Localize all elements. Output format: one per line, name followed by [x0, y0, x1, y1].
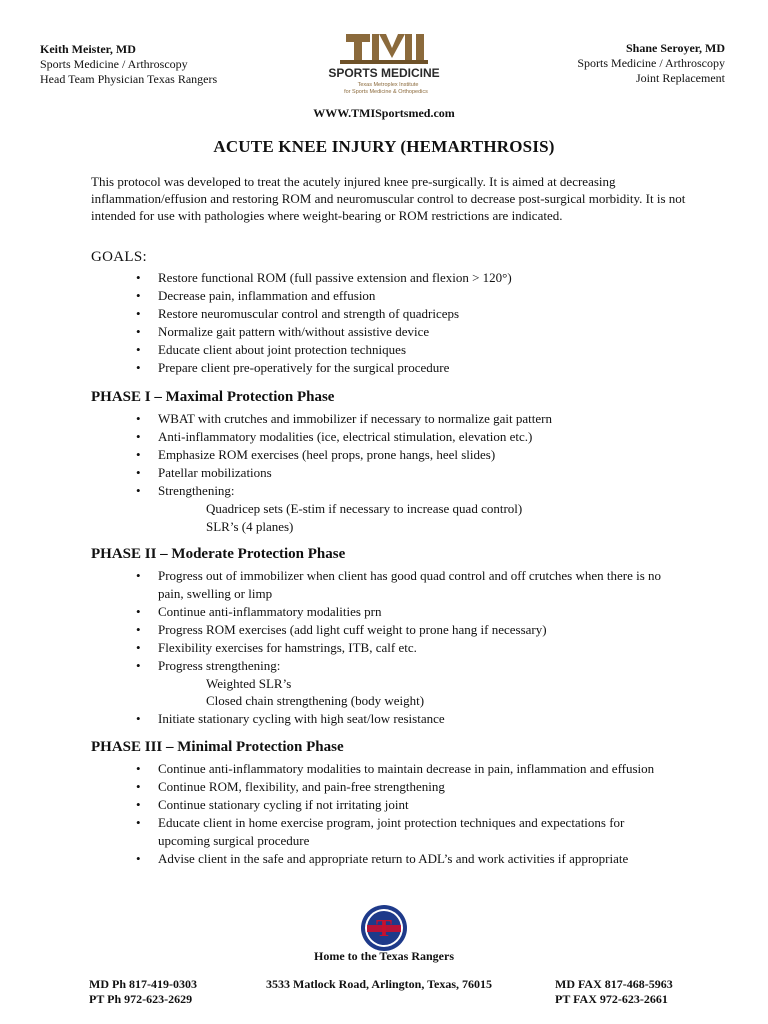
- md-phone: MD Ph 817-419-0303: [89, 977, 197, 991]
- goals-heading: GOALS:: [91, 249, 147, 265]
- list-item: • WBAT with crutches and immobilizer if necessary to normalize gait pattern: [136, 410, 676, 428]
- physician-right-specialty: Sports Medicine / Arthroscopy: [577, 56, 725, 70]
- list-item: • Restore functional ROM (full passive extension and flexion > 120°): [136, 269, 676, 287]
- list-item: • Continue stationary cycling if not irritating joint: [136, 796, 676, 814]
- phase1-list: [136, 410, 676, 535]
- footer-address: 3533 Matlock Road, Arlington, Texas, 76015: [266, 977, 493, 991]
- footer-faxes: [555, 977, 673, 1007]
- physician-right-name: Shane Seroyer, MD: [626, 41, 725, 55]
- list-item: • Continue ROM, flexibility, and pain-free strengthening: [136, 778, 676, 796]
- sub-item: SLR’s (4 planes): [206, 518, 294, 534]
- list-item: • Progress out of immobilizer when client has good quad control and off crutches when there is no pain, swelling or limp: [136, 567, 676, 602]
- pt-fax: PT FAX 972-623-2661: [555, 992, 668, 1006]
- intro-paragraph: This protocol was developed to treat the acutely injured knee pre-surgically. It is aimed at decreasing inflammation/effusion and restoring ROM and neuromuscular control to decrease post-surgical morbidity. It is not intended for use with pathologies where weight-bearing or ROM restrictions are indicated.: [91, 174, 686, 223]
- physician-left: [40, 42, 217, 87]
- list-item: • Progress ROM exercises (add light cuff weight to prone hang if necessary): [136, 621, 676, 639]
- list-item: • Emphasize ROM exercises (heel props, prone hangs, heel slides): [136, 446, 676, 464]
- md-fax: MD FAX 817-468-5963: [555, 977, 673, 991]
- list-item: • Strengthening:: [136, 482, 676, 500]
- list-item: • Educate client about joint protection techniques: [136, 341, 676, 359]
- physician-left-name: Keith Meister, MD: [40, 42, 136, 56]
- physician-left-title: Head Team Physician Texas Rangers: [40, 72, 218, 86]
- pt-phone: PT Ph 972-623-2629: [89, 992, 193, 1006]
- sub-item: Quadricep sets (E-stim if necessary to increase quad control): [206, 501, 523, 516]
- physician-left-specialty: Sports Medicine / Arthroscopy: [40, 57, 188, 71]
- sub-item: Weighted SLR’s: [206, 675, 292, 691]
- document-title: ACUTE KNEE INJURY (HEMARTHROSIS): [213, 137, 555, 156]
- list-item: • Progress strengthening:: [136, 657, 676, 675]
- home-tagline: Home to the Texas Rangers: [314, 949, 454, 963]
- list-item: • Advise client in the safe and appropriate return to ADL’s and work activities if appropriate: [136, 850, 676, 868]
- list-item: • Educate client in home exercise program, joint protection techniques and expectations for upcoming surgical procedure: [136, 814, 676, 849]
- list-item: • Patellar mobilizations: [136, 464, 676, 482]
- phase1-heading: PHASE I – Maximal Protection Phase: [91, 389, 335, 405]
- sub-item: Closed chain strengthening (body weight): [206, 693, 425, 708]
- phase3-list: [136, 760, 676, 868]
- physician-right-title: Joint Replacement: [636, 71, 725, 85]
- list-item: • Normalize gait pattern with/without assistive device: [136, 323, 676, 341]
- list-item: • Anti-inflammatory modalities (ice, electrical stimulation, elevation etc.): [136, 428, 676, 446]
- footer-phones: [89, 977, 197, 1007]
- list-item: • Decrease pain, inflammation and effusion: [136, 287, 676, 305]
- physician-right: [577, 41, 725, 86]
- phase2-list: [136, 567, 676, 728]
- rangers-logo: [359, 903, 409, 953]
- list-item: • Restore neuromuscular control and strength of quadriceps: [136, 305, 676, 323]
- logo-sub-text-1: Texas Metroplex Institute: [357, 82, 419, 88]
- logo-sub-text-2: for Sports Medicine & Orthopedics: [344, 89, 428, 95]
- rangers-logo-graphic: [359, 903, 409, 953]
- goals-list: [136, 269, 676, 377]
- phase2-heading: PHASE II – Moderate Protection Phase: [91, 546, 346, 562]
- phase3-heading: PHASE III – Minimal Protection Phase: [91, 739, 344, 755]
- list-item: • Prepare client pre-operatively for the surgical procedure: [136, 359, 676, 377]
- logo-main-text: SPORTS MEDICINE: [328, 66, 440, 80]
- list-item: • Continue anti-inflammatory modalities to maintain decrease in pain, inflammation and effusion: [136, 760, 676, 778]
- list-item: • Initiate stationary cycling with high seat/low resistance: [136, 710, 676, 728]
- list-item: • Flexibility exercises for hamstrings, ITB, calf etc.: [136, 639, 676, 657]
- list-item: • Continue anti-inflammatory modalities prn: [136, 603, 676, 621]
- website-link[interactable]: WWW.TMISportsmed.com: [313, 106, 455, 120]
